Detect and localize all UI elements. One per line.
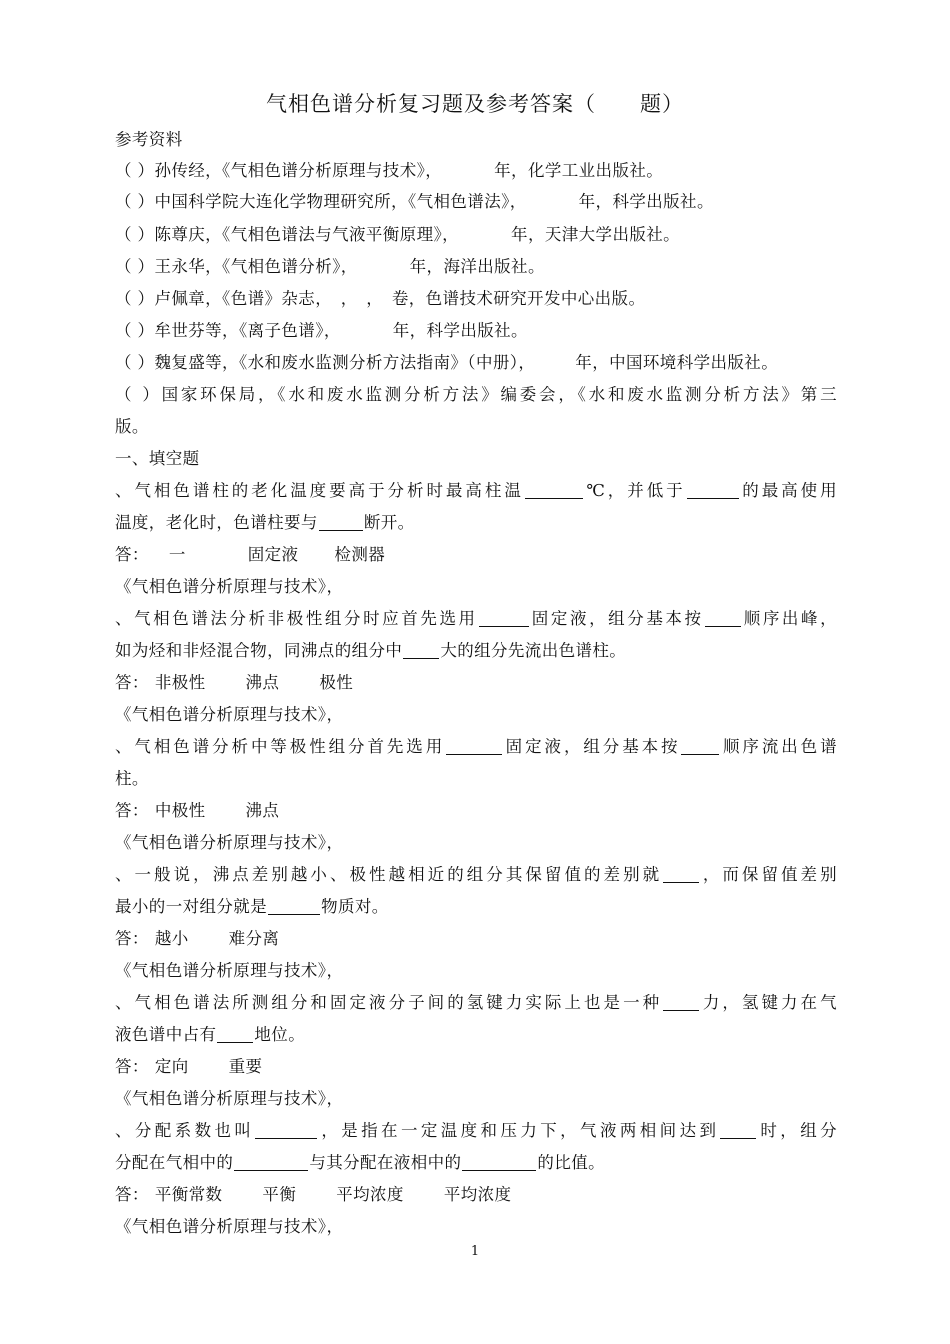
answer-blank <box>403 641 439 659</box>
question-1-cont: 温度，老化时，色谱柱要与 断开。 <box>115 513 415 532</box>
answer-source: 《气相色谱分析原理与技术》， <box>115 961 344 980</box>
answer-4: 答： 越小 难分离 <box>115 929 280 948</box>
reference-item: （ ）中国科学院大连化学物理研究所，《气相色谱法》， 年，科学出版社。 <box>115 192 714 211</box>
reference-item: （ ）陈尊庆，《气相色谱法与气液平衡原理》， 年，天津大学出版社。 <box>115 225 681 244</box>
answer-blank <box>663 993 699 1011</box>
answer-blank <box>720 1121 756 1139</box>
question-3-cont: 柱。 <box>115 769 149 788</box>
answer-5: 答： 定向 重要 <box>115 1057 263 1076</box>
reference-item: （ ）国家环保局，《水和废水监测分析方法》编委会，《水和废水监测分析方法》第三 <box>115 385 837 404</box>
reference-item: （ ）孙传经，《气相色谱分析原理与技术》， 年，化学工业出版社。 <box>115 161 664 180</box>
document-title: 气相色谱分析复习题及参考答案（ 题） <box>266 92 684 116</box>
question-2-cont: 如为烃和非烃混合物，同沸点的组分中 大的组分先流出色谱柱。 <box>115 641 627 660</box>
references-heading: 参考资料 <box>115 130 183 149</box>
question-3: 、气相色谱分析中等极性组分首先选用 固定液，组分基本按 顺序流出色谱 <box>115 737 837 756</box>
question-1: 、气相色谱柱的老化温度要高于分析时最高柱温 ℃，并低于 的最高使用 <box>115 481 837 500</box>
answer-source: 《气相色谱分析原理与技术》， <box>115 1217 344 1236</box>
question-6: 、分配系数也叫 ，是指在一定温度和压力下，气液两相间达到 时，组分 <box>115 1121 838 1140</box>
answer-blank <box>681 737 719 755</box>
answer-blank <box>663 865 699 883</box>
section-heading: 一、填空题 <box>115 449 200 468</box>
answer-blank <box>446 737 502 755</box>
answer-blank <box>479 609 529 627</box>
answer-blank <box>268 897 320 915</box>
answer-1: 答： 一 固定液 检测器 <box>115 545 386 564</box>
answer-blank <box>705 609 741 627</box>
answer-blank <box>319 513 363 531</box>
answer-2: 答： 非极性 沸点 极性 <box>115 673 354 692</box>
answer-blank <box>217 1025 253 1043</box>
answer-source: 《气相色谱分析原理与技术》， <box>115 705 344 724</box>
answer-3: 答： 中极性 沸点 <box>115 801 280 820</box>
answer-blank <box>525 481 583 499</box>
answer-source: 《气相色谱分析原理与技术》， <box>115 577 344 596</box>
question-4: 、一般说，沸点差别越小、极性越相近的组分其保留值的差别就 ，而保留值差别 <box>115 865 837 884</box>
page-number: 1 <box>470 1244 480 1259</box>
answer-blank <box>234 1153 308 1171</box>
reference-item: （ ）牟世芬等，《离子色谱》， 年，科学出版社。 <box>115 321 528 340</box>
question-6-cont: 分配在气相中的 与其分配在液相中的 的比值。 <box>115 1153 606 1172</box>
reference-item: （ ）魏复盛等，《水和废水监测分析方法指南》（中册）， 年，中国环境科学出版社。 <box>115 353 779 372</box>
answer-6: 答： 平衡常数 平衡 平均浓度 平均浓度 <box>115 1185 512 1204</box>
answer-blank <box>462 1153 536 1171</box>
reference-item: （ ）王永华，《气相色谱分析》， 年，海洋出版社。 <box>115 257 545 276</box>
reference-item-continuation: 版。 <box>115 417 149 436</box>
answer-blank <box>687 481 739 499</box>
question-4-cont: 最小的一对组分就是 物质对。 <box>115 897 389 916</box>
question-5-cont: 液色谱中占有 地位。 <box>115 1025 306 1044</box>
question-5: 、气相色谱法所测组分和固定液分子间的氢键力实际上也是一种 力，氢键力在气 <box>115 993 837 1012</box>
answer-source: 《气相色谱分析原理与技术》， <box>115 833 344 852</box>
question-2: 、气相色谱法分析非极性组分时应首先选用 固定液，组分基本按 顺序出峰， <box>115 609 838 628</box>
reference-item: （ ）卢佩章，《色谱》杂志， ， ， 卷，色谱技术研究开发中心出版。 <box>115 289 646 308</box>
answer-blank <box>255 1121 317 1139</box>
answer-source: 《气相色谱分析原理与技术》， <box>115 1089 344 1108</box>
